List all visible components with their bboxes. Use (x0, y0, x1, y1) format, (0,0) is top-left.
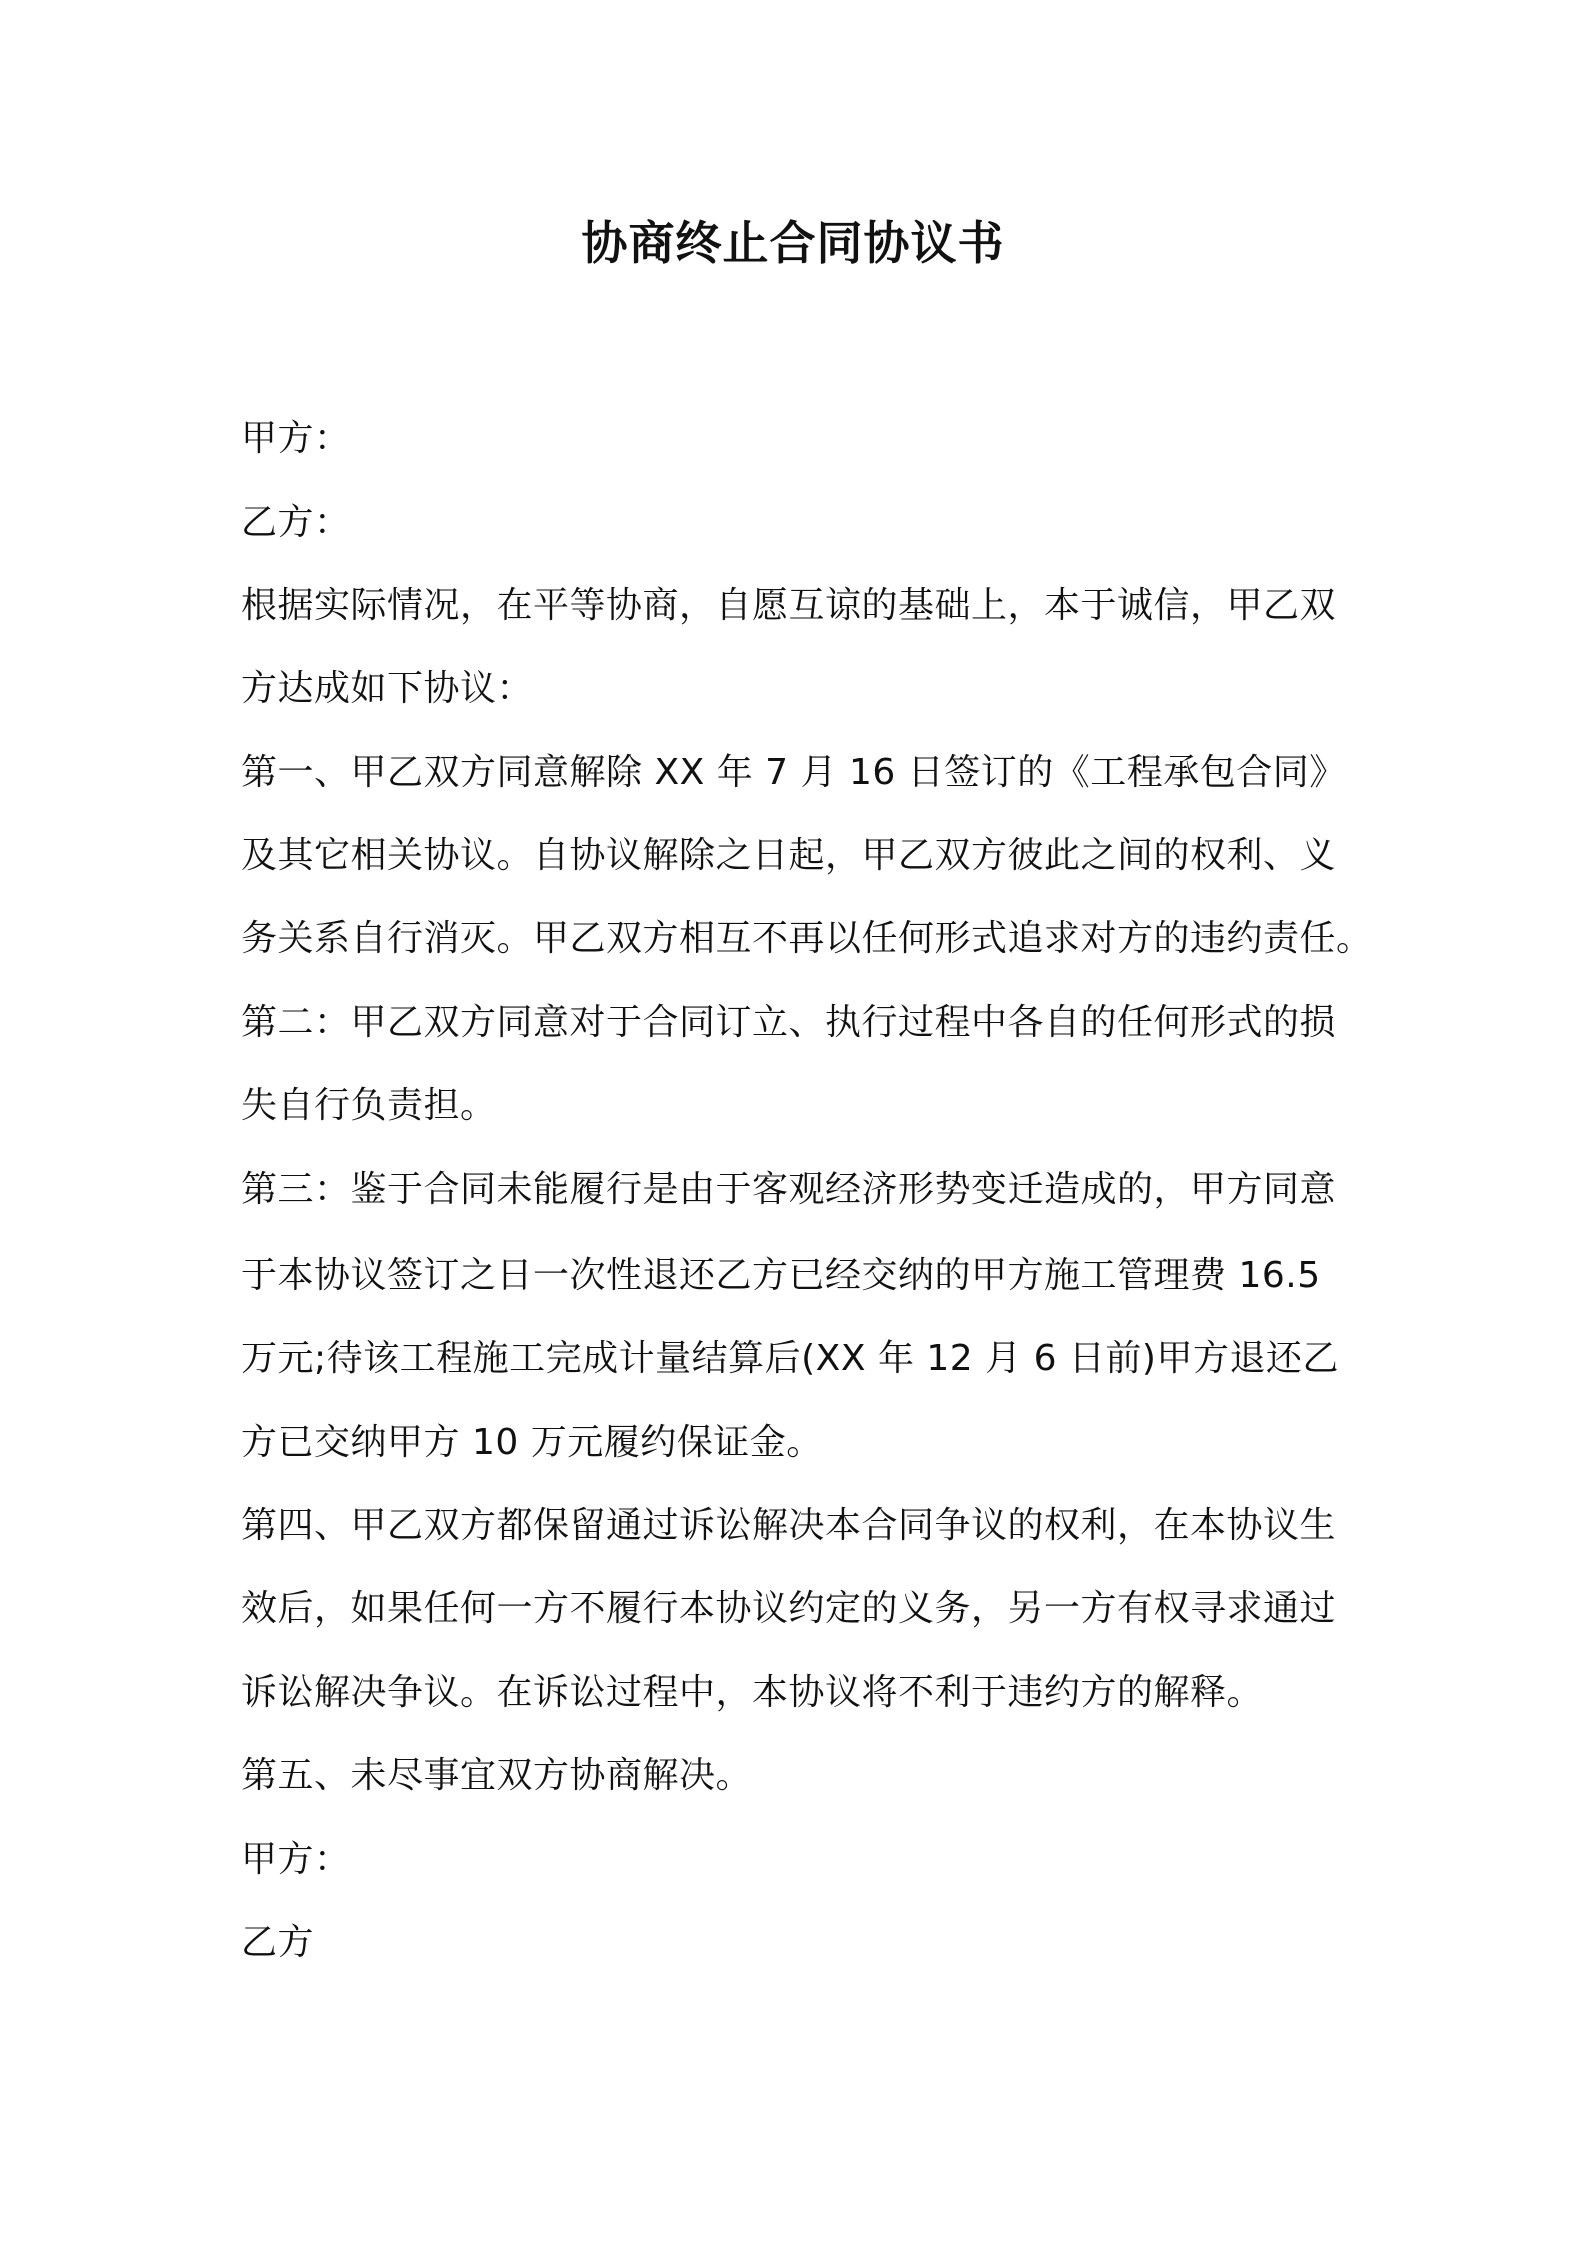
clause-2-line-2: 失自行负责担。 (241, 1085, 497, 1126)
clause-3-line-4: 方已交纳甲方 10 万元履约保证金。 (241, 1422, 823, 1463)
clause-1-line-1: 第一、甲乙双方同意解除 XX 年 7 月 16 日签订的《工程承包合同》 (241, 752, 1346, 793)
clause-4-line-3: 诉讼解决争议。在诉讼过程中，本协议将不利于违约方的解释。 (241, 1672, 1264, 1713)
party-b-label: 乙方： (241, 502, 351, 543)
signature-party-a: 甲方： (241, 1839, 351, 1880)
clause-3-line-3: 万元;待该工程施工完成计量结算后(XX 年 12 月 6 日前)甲方退还乙 (241, 1338, 1339, 1379)
clause-4-line-2: 效后，如果任何一方不履行本协议约定的义务，另一方有权寻求通过 (241, 1588, 1337, 1629)
clause-4-line-1: 第四、甲乙双方都保留通过诉讼解决本合同争议的权利，在本协议生 (241, 1505, 1337, 1546)
clause-3-line-1: 第三：鉴于合同未能履行是由于客观经济形势变迁造成的，甲方同意 (241, 1169, 1337, 1210)
clause-3-line-2: 于本协议签订之日一次性退还乙方已经交纳的甲方施工管理费 16.5 (241, 1255, 1321, 1296)
party-a-label: 甲方： (241, 418, 351, 459)
clause-5-line-1: 第五、未尽事宜双方协商解决。 (241, 1755, 753, 1796)
signature-party-b: 乙方 (241, 1922, 315, 1963)
clause-2-line-1: 第二：甲乙双方同意对于合同订立、执行过程中各自的任何形式的损 (241, 1002, 1337, 1043)
clause-1-line-2: 及其它相关协议。自协议解除之日起，甲乙双方彼此之间的权利、义 (241, 835, 1337, 876)
preamble-line-2: 方达成如下协议： (241, 668, 534, 709)
document-title: 协商终止合同协议书 (581, 216, 1005, 270)
clause-1-line-3: 务关系自行消灭。甲乙双方相互不再以任何形式追求对方的违约责任。 (241, 918, 1373, 959)
preamble-line-1: 根据实际情况，在平等协商，自愿互谅的基础上，本于诚信，甲乙双 (241, 585, 1337, 626)
